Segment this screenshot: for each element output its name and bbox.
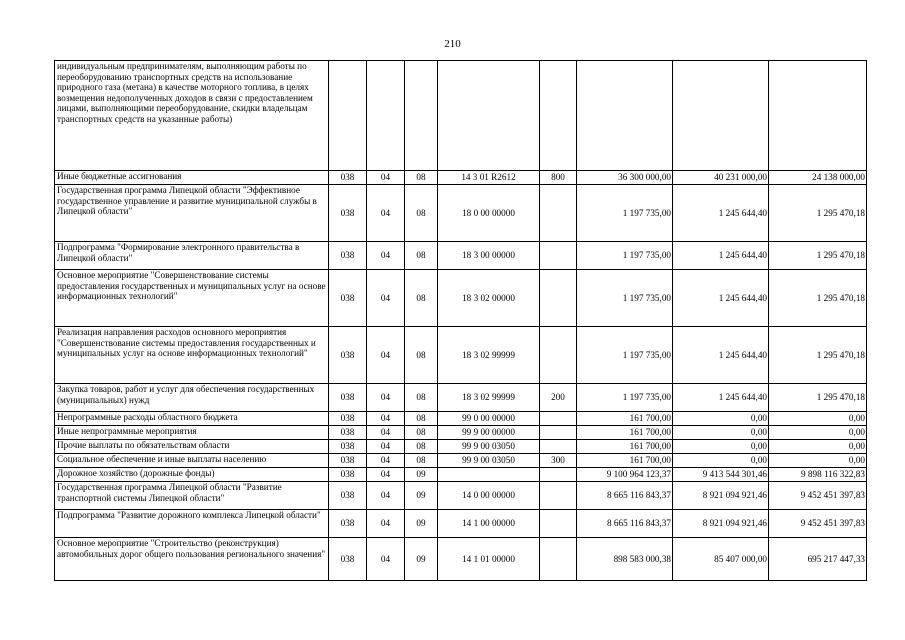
expense-type-code [540, 538, 577, 581]
expense-type-code [540, 185, 577, 242]
ministry-code: 038 [329, 538, 367, 581]
row-name: Закупка товаров, работ и услуг для обеспечения государственных (муниципальных) нужд [55, 384, 329, 412]
amount-year-1: 898 583 000,38 [577, 538, 673, 581]
ministry-code: 038 [329, 412, 367, 426]
subsection-code: 08 [405, 440, 438, 454]
ministry-code: 038 [329, 327, 367, 384]
target-code: 18 3 02 00000 [438, 270, 540, 327]
expense-type-code [540, 468, 577, 482]
target-code: 99 9 00 03050 [438, 454, 540, 468]
section-code: 04 [367, 454, 405, 468]
amount-year-3: 1 295 470,18 [769, 185, 867, 242]
expense-type-code [540, 510, 577, 538]
target-code: 99 9 00 00000 [438, 426, 540, 440]
subsection-code: 09 [405, 538, 438, 581]
ministry-code: 038 [329, 185, 367, 242]
subsection-code: 08 [405, 426, 438, 440]
row-name: Иные бюджетные ассигнования [55, 171, 329, 185]
amount-year-3: 0,00 [769, 412, 867, 426]
expense-type-code [540, 327, 577, 384]
amount-year-1: 161 700,00 [577, 454, 673, 468]
row-name: Подпрограмма "Развитие дорожного комплекса Липецкой области" [55, 510, 329, 538]
amount-year-3: 1 295 470,18 [769, 384, 867, 412]
subsection-code: 09 [405, 482, 438, 510]
subsection-code: 09 [405, 510, 438, 538]
target-code [438, 61, 540, 171]
row-name: Государственная программа Липецкой области "Эффективное государственное управление и развитие муниципальной службы в Липецкой области" [55, 185, 329, 242]
amount-year-1: 36 300 000,00 [577, 171, 673, 185]
amount-year-2: 0,00 [673, 440, 769, 454]
section-code: 04 [367, 482, 405, 510]
ministry-code: 038 [329, 171, 367, 185]
expense-type-code [540, 482, 577, 510]
subsection-code: 08 [405, 242, 438, 270]
table-row [55, 327, 867, 384]
row-name: Подпрограмма "Формирование электронного правительства в Липецкой области" [55, 242, 329, 270]
table-row [55, 412, 867, 426]
amount-year-1: 161 700,00 [577, 412, 673, 426]
ministry-code: 038 [329, 242, 367, 270]
amount-year-3 [769, 61, 867, 171]
amount-year-3: 9 452 451 397,83 [769, 510, 867, 538]
target-code [438, 468, 540, 482]
ministry-code: 038 [329, 482, 367, 510]
row-name: Прочие выплаты по обязательствам области [55, 440, 329, 454]
amount-year-1: 161 700,00 [577, 440, 673, 454]
amount-year-3: 1 295 470,18 [769, 327, 867, 384]
table-row [55, 426, 867, 440]
amount-year-2: 1 245 644,40 [673, 384, 769, 412]
amount-year-1 [577, 61, 673, 171]
target-code: 99 0 00 00000 [438, 412, 540, 426]
section-code: 04 [367, 171, 405, 185]
expense-type-code: 200 [540, 384, 577, 412]
expense-type-code [540, 242, 577, 270]
amount-year-2: 9 413 544 301,46 [673, 468, 769, 482]
amount-year-1: 8 665 116 843,37 [577, 510, 673, 538]
expense-type-code [540, 426, 577, 440]
subsection-code: 08 [405, 327, 438, 384]
amount-year-3: 0,00 [769, 426, 867, 440]
amount-year-2: 8 921 094 921,46 [673, 510, 769, 538]
expense-type-code [540, 270, 577, 327]
row-name: Дорожное хозяйство (дорожные фонды) [55, 468, 329, 482]
section-code: 04 [367, 510, 405, 538]
row-name: Непрограммные расходы областного бюджета [55, 412, 329, 426]
amount-year-2: 0,00 [673, 412, 769, 426]
amount-year-2: 85 407 000,00 [673, 538, 769, 581]
target-code: 18 3 00 00000 [438, 242, 540, 270]
subsection-code: 08 [405, 171, 438, 185]
amount-year-3: 9 452 451 397,83 [769, 482, 867, 510]
amount-year-1: 1 197 735,00 [577, 384, 673, 412]
table-row [55, 171, 867, 185]
section-code: 04 [367, 270, 405, 327]
amount-year-2: 1 245 644,40 [673, 185, 769, 242]
ministry-code: 038 [329, 454, 367, 468]
amount-year-3: 9 898 116 322,83 [769, 468, 867, 482]
page-number: 210 [444, 38, 461, 50]
row-name: Социальное обеспечение и иные выплаты населению [55, 454, 329, 468]
target-code: 14 0 00 00000 [438, 482, 540, 510]
expense-type-code [540, 440, 577, 454]
section-code: 04 [367, 185, 405, 242]
amount-year-3: 1 295 470,18 [769, 242, 867, 270]
subsection-code [405, 61, 438, 171]
target-code: 18 3 02 99999 [438, 327, 540, 384]
ministry-code: 038 [329, 270, 367, 327]
target-code: 14 1 00 00000 [438, 510, 540, 538]
amount-year-3: 695 217 447,33 [769, 538, 867, 581]
section-code: 04 [367, 384, 405, 412]
amount-year-2: 8 921 094 921,46 [673, 482, 769, 510]
row-name: индивидуальным предпринимателям, выполняющим работы по переоборудованию транспортных средств на использование природного газа (метана) в качестве моторного топлива, в целях возмещения недополученных доходов в связи с предоставлением лицами, выполняющими переоборудование, скидки владельцам транспортных средств на указанные работы) [55, 61, 329, 171]
amount-year-3: 1 295 470,18 [769, 270, 867, 327]
row-name: Государственная программа Липецкой области "Развитие транспортной системы Липецкой области" [55, 482, 329, 510]
target-code: 99 9 00 03050 [438, 440, 540, 454]
row-name: Основное мероприятие "Строительство (реконструкция) автомобильных дорог общего пользования регионального значения" [55, 538, 329, 581]
table-row [55, 510, 867, 538]
row-name: Иные непрограммные мероприятия [55, 426, 329, 440]
table-row [55, 242, 867, 270]
amount-year-1: 1 197 735,00 [577, 242, 673, 270]
section-code: 04 [367, 468, 405, 482]
amount-year-3: 0,00 [769, 454, 867, 468]
subsection-code: 08 [405, 384, 438, 412]
amount-year-1: 8 665 116 843,37 [577, 482, 673, 510]
subsection-code: 09 [405, 468, 438, 482]
amount-year-3: 24 138 000,00 [769, 171, 867, 185]
section-code [367, 61, 405, 171]
expense-type-code: 300 [540, 454, 577, 468]
table-row [55, 270, 867, 327]
amount-year-2: 40 231 000,00 [673, 171, 769, 185]
table-row [55, 454, 867, 468]
amount-year-1: 1 197 735,00 [577, 327, 673, 384]
target-code: 14 1 01 00000 [438, 538, 540, 581]
amount-year-2: 1 245 644,40 [673, 270, 769, 327]
ministry-code: 038 [329, 440, 367, 454]
amount-year-2: 1 245 644,40 [673, 242, 769, 270]
amount-year-2: 0,00 [673, 426, 769, 440]
table-body [55, 61, 867, 581]
ministry-code [329, 61, 367, 171]
table-row [55, 440, 867, 454]
amount-year-1: 9 100 964 123,37 [577, 468, 673, 482]
row-name: Реализация направления расходов основного мероприятия "Совершенствование системы предоставления государственных и муниципальных услуг на основе информационных технологий" [55, 327, 329, 384]
section-code: 04 [367, 242, 405, 270]
amount-year-2: 1 245 644,40 [673, 327, 769, 384]
table-row [55, 538, 867, 581]
amount-year-3: 0,00 [769, 440, 867, 454]
row-name: Основное мероприятие "Совершенствование системы предоставления государственных и муниципальных услуг на основе информационных технологий" [55, 270, 329, 327]
expense-type-code: 800 [540, 171, 577, 185]
table-row [55, 61, 867, 171]
section-code: 04 [367, 538, 405, 581]
amount-year-2: 0,00 [673, 454, 769, 468]
section-code: 04 [367, 426, 405, 440]
table-row [55, 185, 867, 242]
subsection-code: 08 [405, 270, 438, 327]
section-code: 04 [367, 440, 405, 454]
amount-year-1: 1 197 735,00 [577, 185, 673, 242]
budget-table [54, 60, 867, 581]
subsection-code: 08 [405, 454, 438, 468]
target-code: 14 3 01 R2612 [438, 171, 540, 185]
expense-type-code [540, 61, 577, 171]
section-code: 04 [367, 412, 405, 426]
table-row [55, 468, 867, 482]
target-code: 18 0 00 00000 [438, 185, 540, 242]
target-code: 18 3 02 99999 [438, 384, 540, 412]
amount-year-1: 1 197 735,00 [577, 270, 673, 327]
table-row [55, 384, 867, 412]
subsection-code: 08 [405, 185, 438, 242]
ministry-code: 038 [329, 468, 367, 482]
ministry-code: 038 [329, 426, 367, 440]
amount-year-1: 161 700,00 [577, 426, 673, 440]
amount-year-2 [673, 61, 769, 171]
expense-type-code [540, 412, 577, 426]
table-row [55, 482, 867, 510]
ministry-code: 038 [329, 510, 367, 538]
subsection-code: 08 [405, 412, 438, 426]
ministry-code: 038 [329, 384, 367, 412]
section-code: 04 [367, 327, 405, 384]
